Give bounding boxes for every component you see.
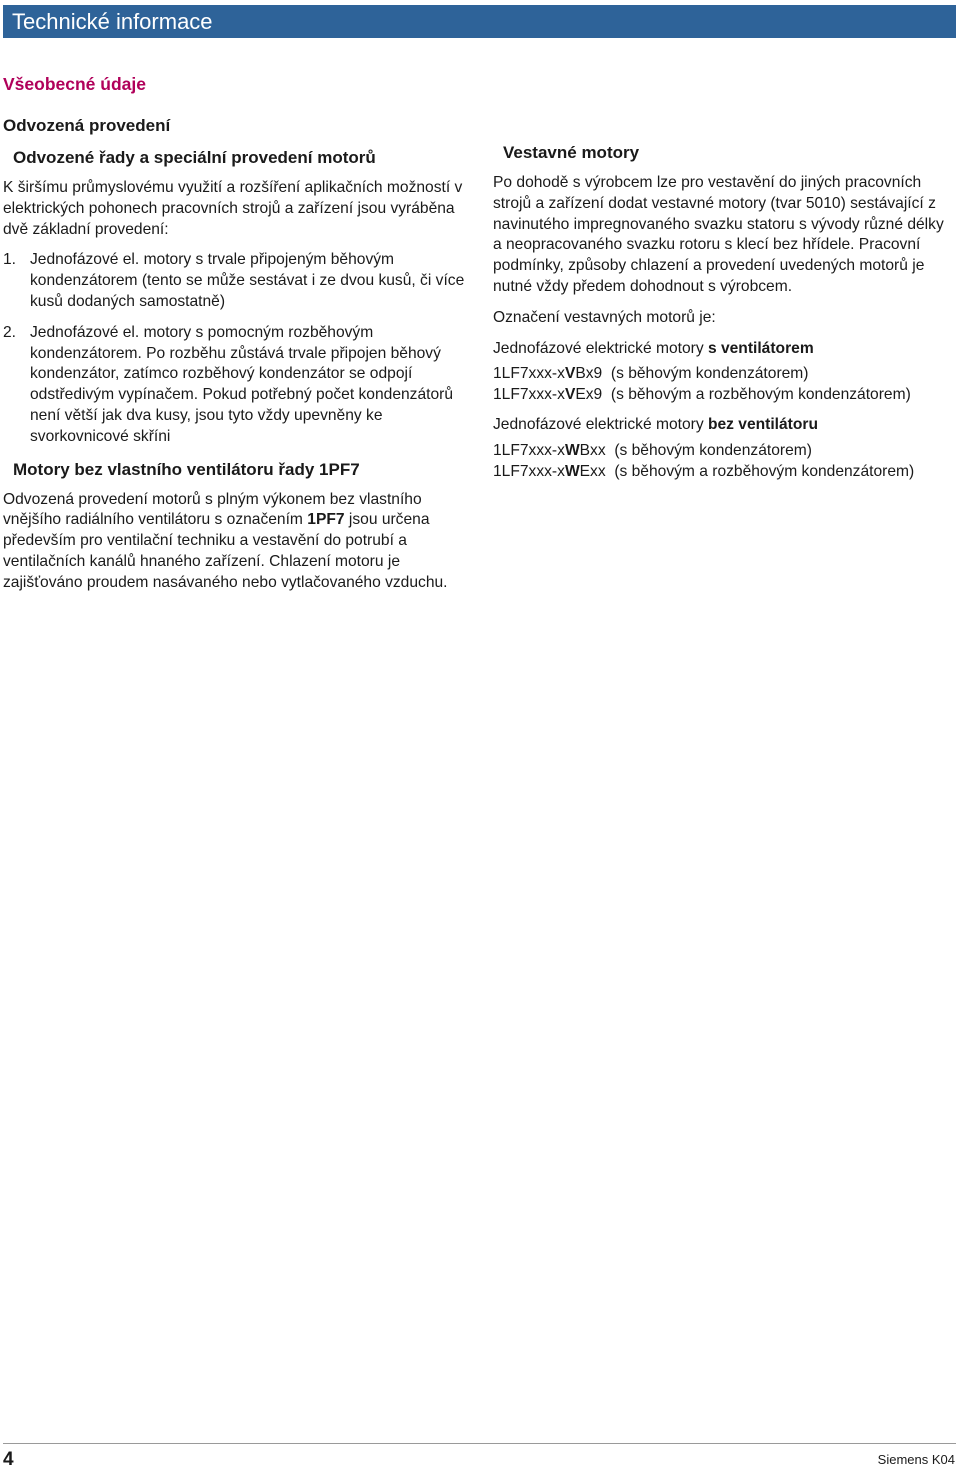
right-para2: Označení vestavných motorů je:: [493, 308, 716, 326]
page-header: [3, 5, 956, 38]
block2-heading: Motory bez vlastního ventilátoru řady 1PF7: [13, 459, 360, 479]
subtitle: Odvozená provedení: [3, 116, 171, 135]
list-item-number: 1.: [3, 251, 17, 269]
block1-heading: Odvozené řady a speciální provedení motorů: [13, 148, 376, 167]
block2-text-after: jsou určena především pro ventilační techniku a vestavění do potrubí a ventilačních kanálů hnaného zařízení. Chlazení motoru je zajišťováno proudem nasávaného nebo vytlačovaného vzduchu.: [3, 511, 448, 591]
list-item-text: Jednofázové el. motory s pomocným rozběhovým kondenzátorem. Po rozběhu zůstává trvale připojen běhový kondenzátor, zatímco rozběhový kondenzátor se odpojí odstředivým vypínačem. Pokud potřebný počet kondenzátorů není větší jak dva kusy, jsou tyto vždy upevněny ke svorkovnicové skříni: [30, 323, 454, 445]
block2-text: [3, 490, 473, 594]
code-post: Ex9 (s běhovým a rozběhovým kondenzátorem): [575, 386, 911, 404]
footer-divider: [3, 1443, 956, 1444]
block2-text-before: Odvozená provedení motorů s plným výkonem bez vlastního vnějšího radiálního ventilátoru s označením: [3, 490, 422, 529]
right-para1: Po dohodě s výrobcem lze pro vestavění do jiných pracovních strojů a zařízení dodat vestavné motory (tvar 5010) sestávající z navinutého impregnovaného svazku statoru s vývody různé délky a neopracovaného svazku rotoru s klecí bez hřídele. Pracovní podmínky, způsoby chlazení a provedení uvedených motorů je nutné vždy předem dohodnout s výrobcem.: [493, 174, 944, 295]
code-post: Bxx (s běhovým kondenzátorem): [579, 442, 812, 460]
section-title: Všeobecné údaje: [3, 74, 146, 94]
code-bold: V: [564, 386, 576, 404]
group2-label: [493, 415, 955, 436]
group2-label-bold: bez ventilátoru: [707, 416, 818, 434]
list-item: [3, 323, 473, 448]
group1-label-normal: Jednofázové elektrické motory: [493, 339, 708, 357]
code-bold: V: [564, 365, 576, 383]
code-post: Exx (s běhovým a rozběhovým kondenzátorem): [579, 463, 915, 481]
left-column: [3, 72, 473, 604]
group1-label: [493, 339, 955, 360]
code-bold: W: [564, 442, 580, 460]
code-post: Bx9 (s běhovým kondenzátorem): [575, 365, 809, 383]
list-item: [3, 250, 473, 312]
right-column: [493, 141, 955, 482]
code-line: [493, 363, 955, 384]
code-pre: 1LF7xxx-x: [493, 463, 565, 481]
right-heading: Vestavné motory: [503, 143, 640, 162]
list-item-number: 2.: [3, 323, 17, 341]
list-item-text: Jednofázové el. motory s trvale připojeným běhovým kondenzátorem (tento se může sestávat i ze dvou kusů, či více kusů dodaných samostatně): [30, 251, 465, 310]
header-title: Technické informace: [12, 9, 213, 34]
code-line: [493, 461, 955, 482]
block2-text-bold: 1PF7: [307, 511, 345, 529]
code-pre: 1LF7xxx-x: [493, 386, 565, 404]
code-line: [493, 384, 955, 405]
page-number: 4: [3, 1449, 14, 1470]
catalog-label: Siemens K04: [877, 1452, 955, 1467]
group2-label-normal: Jednofázové elektrické motory: [493, 416, 708, 434]
code-pre: 1LF7xxx-x: [493, 365, 565, 383]
block1-intro: K širšímu průmyslovému využití a rozšíření aplikačních možností v elektrických pohonech pracovních strojů a zařízení jsou vyráběna dvě základní provedení:: [3, 179, 463, 238]
code-line: [493, 440, 955, 461]
code-bold: W: [564, 463, 580, 481]
group1-label-bold: s ventilátorem: [707, 339, 814, 357]
code-pre: 1LF7xxx-x: [493, 442, 565, 460]
